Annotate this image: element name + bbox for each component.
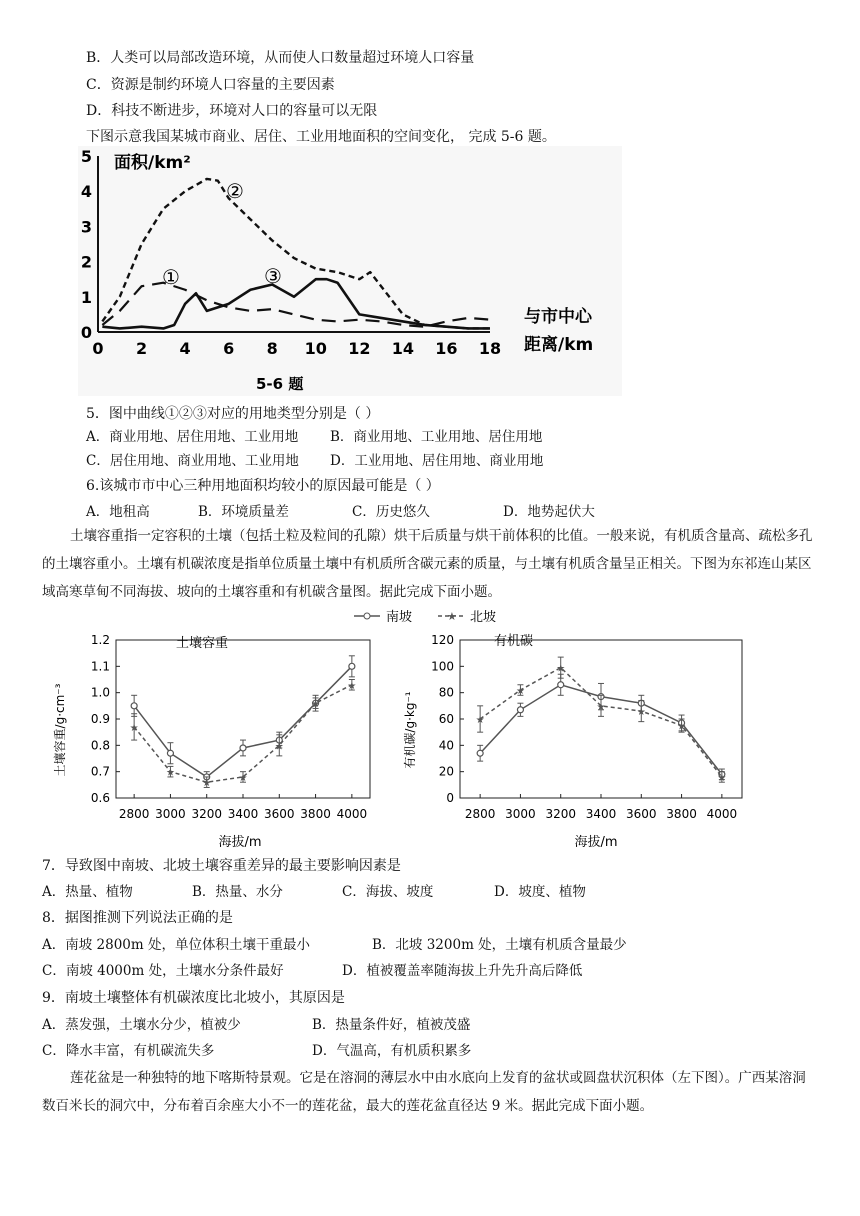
curve-label-2: ②: [226, 179, 244, 203]
bulk-density-north-point: ★: [311, 699, 321, 711]
q6-option-d: D．地势起伏大: [503, 504, 595, 520]
bulk-density-x-tick: 3200: [191, 807, 222, 821]
land-use-y-tick: 2: [80, 252, 92, 272]
land-use-x-tick: 0: [92, 339, 104, 358]
bulk-density-y-tick: 0.9: [90, 712, 110, 726]
intro-5-6: 下图示意我国某城市商业、居住、工业用地面积的空间变化， 完成 5-6 题。: [86, 129, 556, 145]
q7-option-b: B．热量、水分: [192, 884, 283, 900]
bulk-density-title: 土壤容重: [176, 636, 229, 651]
q9-option-c: C．降水丰富，有机碳流失多: [42, 1043, 215, 1059]
land-use-x-tick: 14: [391, 339, 415, 358]
organic-carbon-north-point: ★: [515, 686, 525, 698]
q7-option-d: D．坡度、植物: [494, 884, 586, 900]
organic-carbon-x-tick: 3200: [545, 807, 576, 821]
q8-option-b: B．北坡 3200m 处，土壤有机质含量最少: [372, 937, 627, 953]
organic-carbon-series: [476, 657, 727, 784]
q6-option-b: B．环境质量差: [198, 504, 289, 520]
q6-stem: 6.该城市市中心三种用地面积均较小的原因最可能是（ ）: [86, 478, 440, 494]
land-use-x-tick: 10: [304, 339, 327, 358]
bulk-density-x-tick: 3600: [264, 807, 295, 821]
land-use-y-tick: 0: [80, 323, 92, 342]
organic-carbon-chart: [400, 630, 750, 852]
bulk-density-x-tick: 4000: [336, 807, 368, 821]
bulk-density-north-point: ★: [347, 680, 357, 692]
organic-carbon-frame: [460, 640, 742, 798]
organic-carbon-north-point: ★: [677, 721, 687, 733]
organic-carbon-x-tick: 3000: [505, 807, 536, 821]
bulk-density-y-tick: 0.7: [90, 764, 110, 779]
q5-option-c: C．居住用地、商业用地、工业用地: [86, 453, 299, 469]
curve-label-3: ③: [264, 264, 282, 288]
q9-option-b: B．热量条件好，植被茂盛: [312, 1017, 471, 1033]
q8-option-d: D．植被覆盖率随海拔上升先升高后降低: [342, 963, 583, 979]
land-use-y-tick: 4: [80, 182, 92, 202]
bulk-density-y-tick: 0.8: [90, 738, 110, 753]
q4-option-c: C．资源是制约环境人口容量的主要因素: [86, 77, 335, 93]
bulk-density-south-line: [134, 666, 352, 777]
bulk-density-south-point: [131, 703, 137, 709]
bulk-density-y-tick: 1.1: [90, 659, 110, 674]
bulk-density-north-point: ★: [274, 741, 284, 753]
organic-carbon-north-point: ★: [475, 715, 485, 726]
land-use-line-series: [102, 283, 490, 327]
q9-option-d: D．气温高，有机质积累多: [312, 1043, 472, 1059]
land-use-x-label-line2: 距离/km: [524, 335, 594, 355]
q5-stem: 5．图中曲线①②③对应的用地类型分别是（ ）: [86, 406, 380, 422]
land-use-y-label: 面积/km²: [114, 153, 191, 173]
bulk-density-south-point: [349, 663, 355, 669]
land-use-x-tick: 12: [348, 339, 371, 358]
bulk-density-north-point: ★: [202, 778, 212, 790]
q4-option-b: B．人类可以局部改造环境，从而使人口数量超过环境人口容量: [86, 50, 475, 66]
q6-option-a: A．地租高: [86, 504, 150, 520]
organic-carbon-title: 有机碳: [494, 634, 534, 649]
bulk-density-x-tick: 3000: [155, 807, 186, 821]
q5-option-a: A．商业用地、居住用地、工业用地: [86, 429, 299, 445]
organic-carbon-north-point: ★: [636, 707, 646, 719]
intro-7-9: 土壤容重指一定容积的土壤（包括土粒及粒间的孔隙）烘干后质量与烘干前体积的比值。一般来说，有机质含量高、疏松多孔的土壤容重小。土壤有机碳浓度是指单位质量土壤中有机质所含碳元素的质量，与土壤有机质含量呈正相关。下图为东祁连山某区域高寒草甸不同海拔、坡向的土壤容重和有机碳含量图。据此完成下面小题。: [42, 528, 813, 600]
land-use-x-tick: 4: [179, 339, 191, 358]
organic-carbon-north-point: ★: [556, 663, 566, 675]
bulk-density-y-label: 土壤容重/g·cm⁻³: [53, 683, 67, 777]
q8-stem: 8．据图推测下列说法正确的是: [42, 910, 233, 926]
curve-label-1: ①: [162, 265, 180, 289]
q7-option-c: C．海拔、坡度: [342, 884, 434, 900]
land-use-x-tick: 16: [435, 339, 458, 358]
intro-10: 莲花盆是一种独特的地下喀斯特景观。它是在溶洞的薄层水中由水底向上发育的盆状或圆盘状沉积体（左下图）。广西某溶洞数百米长的洞穴中，分布着百余座大小不一的莲花盆，最大的莲花盆直径达 9 米。据此完成下面小题。: [42, 1070, 806, 1114]
land-use-chart-svg: [78, 146, 622, 396]
organic-carbon-axes: [431, 633, 742, 821]
land-use-chart: [78, 146, 622, 396]
q4-option-d: D．科技不断进步，环境对人口的容量可以无限: [86, 103, 378, 119]
organic-carbon-y-tick: 120: [431, 633, 454, 647]
q9-stem: 9．南坡土壤整体有机碳浓度比北坡小，其原因是: [42, 990, 345, 1006]
bulk-density-y-tick: 0.6: [90, 791, 110, 805]
land-use-y-tick: 1: [80, 287, 92, 307]
land-use-y-tick: 5: [80, 147, 92, 166]
land-use-y-tick: 3: [80, 217, 92, 237]
organic-carbon-south-point: [517, 707, 523, 713]
organic-carbon-y-tick: 0: [446, 791, 454, 805]
bulk-density-chart: [50, 630, 390, 852]
land-use-x-tick: 8: [266, 339, 278, 358]
bulk-density-x-tick: 3400: [227, 807, 259, 821]
q7-stem: 7．导致图中南坡、北坡土壤容重差异的最主要影响因素是: [42, 858, 401, 874]
organic-carbon-north-point: ★: [717, 772, 727, 784]
organic-carbon-y-tick: 20: [438, 764, 454, 779]
q5-option-b: B．商业用地、工业用地、居住用地: [330, 429, 543, 445]
organic-carbon-x-tick: 2800: [464, 807, 496, 821]
bulk-density-north-point: ★: [129, 722, 139, 734]
bulk-density-x-tick: 2800: [118, 807, 150, 821]
q7-option-a: A．热量、植物: [42, 884, 133, 900]
bulk-density-x-label: 海拔/m: [218, 835, 262, 850]
land-use-line-series: [102, 179, 490, 329]
organic-carbon-y-tick: 80: [438, 685, 454, 700]
organic-carbon-chart-svg: [400, 630, 750, 852]
organic-carbon-y-tick: 60: [438, 712, 454, 726]
bulk-density-south-point: [167, 750, 173, 756]
organic-carbon-y-tick: 100: [431, 659, 454, 674]
bulk-density-y-tick: 1.0: [90, 685, 110, 700]
q5-option-d: D．工业用地、居住用地、商业用地: [330, 453, 544, 469]
bulk-density-series: [130, 656, 357, 789]
bulk-density-x-tick: 3800: [300, 807, 331, 821]
organic-carbon-x-label: 海拔/m: [574, 835, 618, 850]
legend: [350, 604, 530, 630]
organic-carbon-y-tick: 40: [438, 738, 454, 753]
bulk-density-north-point: ★: [238, 772, 248, 784]
bulk-density-north-point: ★: [165, 767, 175, 779]
land-use-series: [102, 179, 490, 329]
organic-carbon-south-point: [477, 750, 483, 756]
organic-carbon-x-tick: 3800: [666, 807, 697, 821]
organic-carbon-x-tick: 3600: [626, 807, 657, 821]
legend-north-marker: ★: [447, 610, 457, 623]
legend-south-marker: [364, 613, 370, 619]
legend-south-label: 南坡: [386, 610, 413, 625]
organic-carbon-y-label: 有机碳/g·kg⁻¹: [403, 691, 417, 769]
organic-carbon-south-point: [558, 682, 564, 688]
land-use-line-series: [102, 279, 490, 328]
organic-carbon-north-point: ★: [596, 701, 606, 713]
land-use-x-tick: 2: [135, 339, 148, 358]
q9-option-a: A．蒸发强，土壤水分少，植被少: [42, 1017, 241, 1033]
bulk-density-south-point: [240, 745, 246, 751]
land-use-x-tick: 6: [223, 339, 235, 358]
organic-carbon-x-tick: 4000: [706, 807, 738, 821]
bulk-density-chart-svg: [50, 630, 390, 852]
bulk-density-y-tick: 1.2: [90, 633, 110, 647]
q6-option-c: C．历史悠久: [352, 504, 430, 520]
legend-north-label: 北坡: [470, 610, 497, 625]
q8-option-c: C．南坡 4000m 处，土壤水分条件最好: [42, 963, 284, 979]
q8-option-a: A．南坡 2800m 处，单位体积土壤干重最小: [42, 937, 310, 953]
land-use-x-label-line1: 与市中心: [524, 307, 592, 327]
land-use-x-tick: 18: [478, 339, 502, 358]
organic-carbon-x-tick: 3400: [585, 807, 617, 821]
land-use-caption: 5-6 题: [256, 375, 304, 393]
